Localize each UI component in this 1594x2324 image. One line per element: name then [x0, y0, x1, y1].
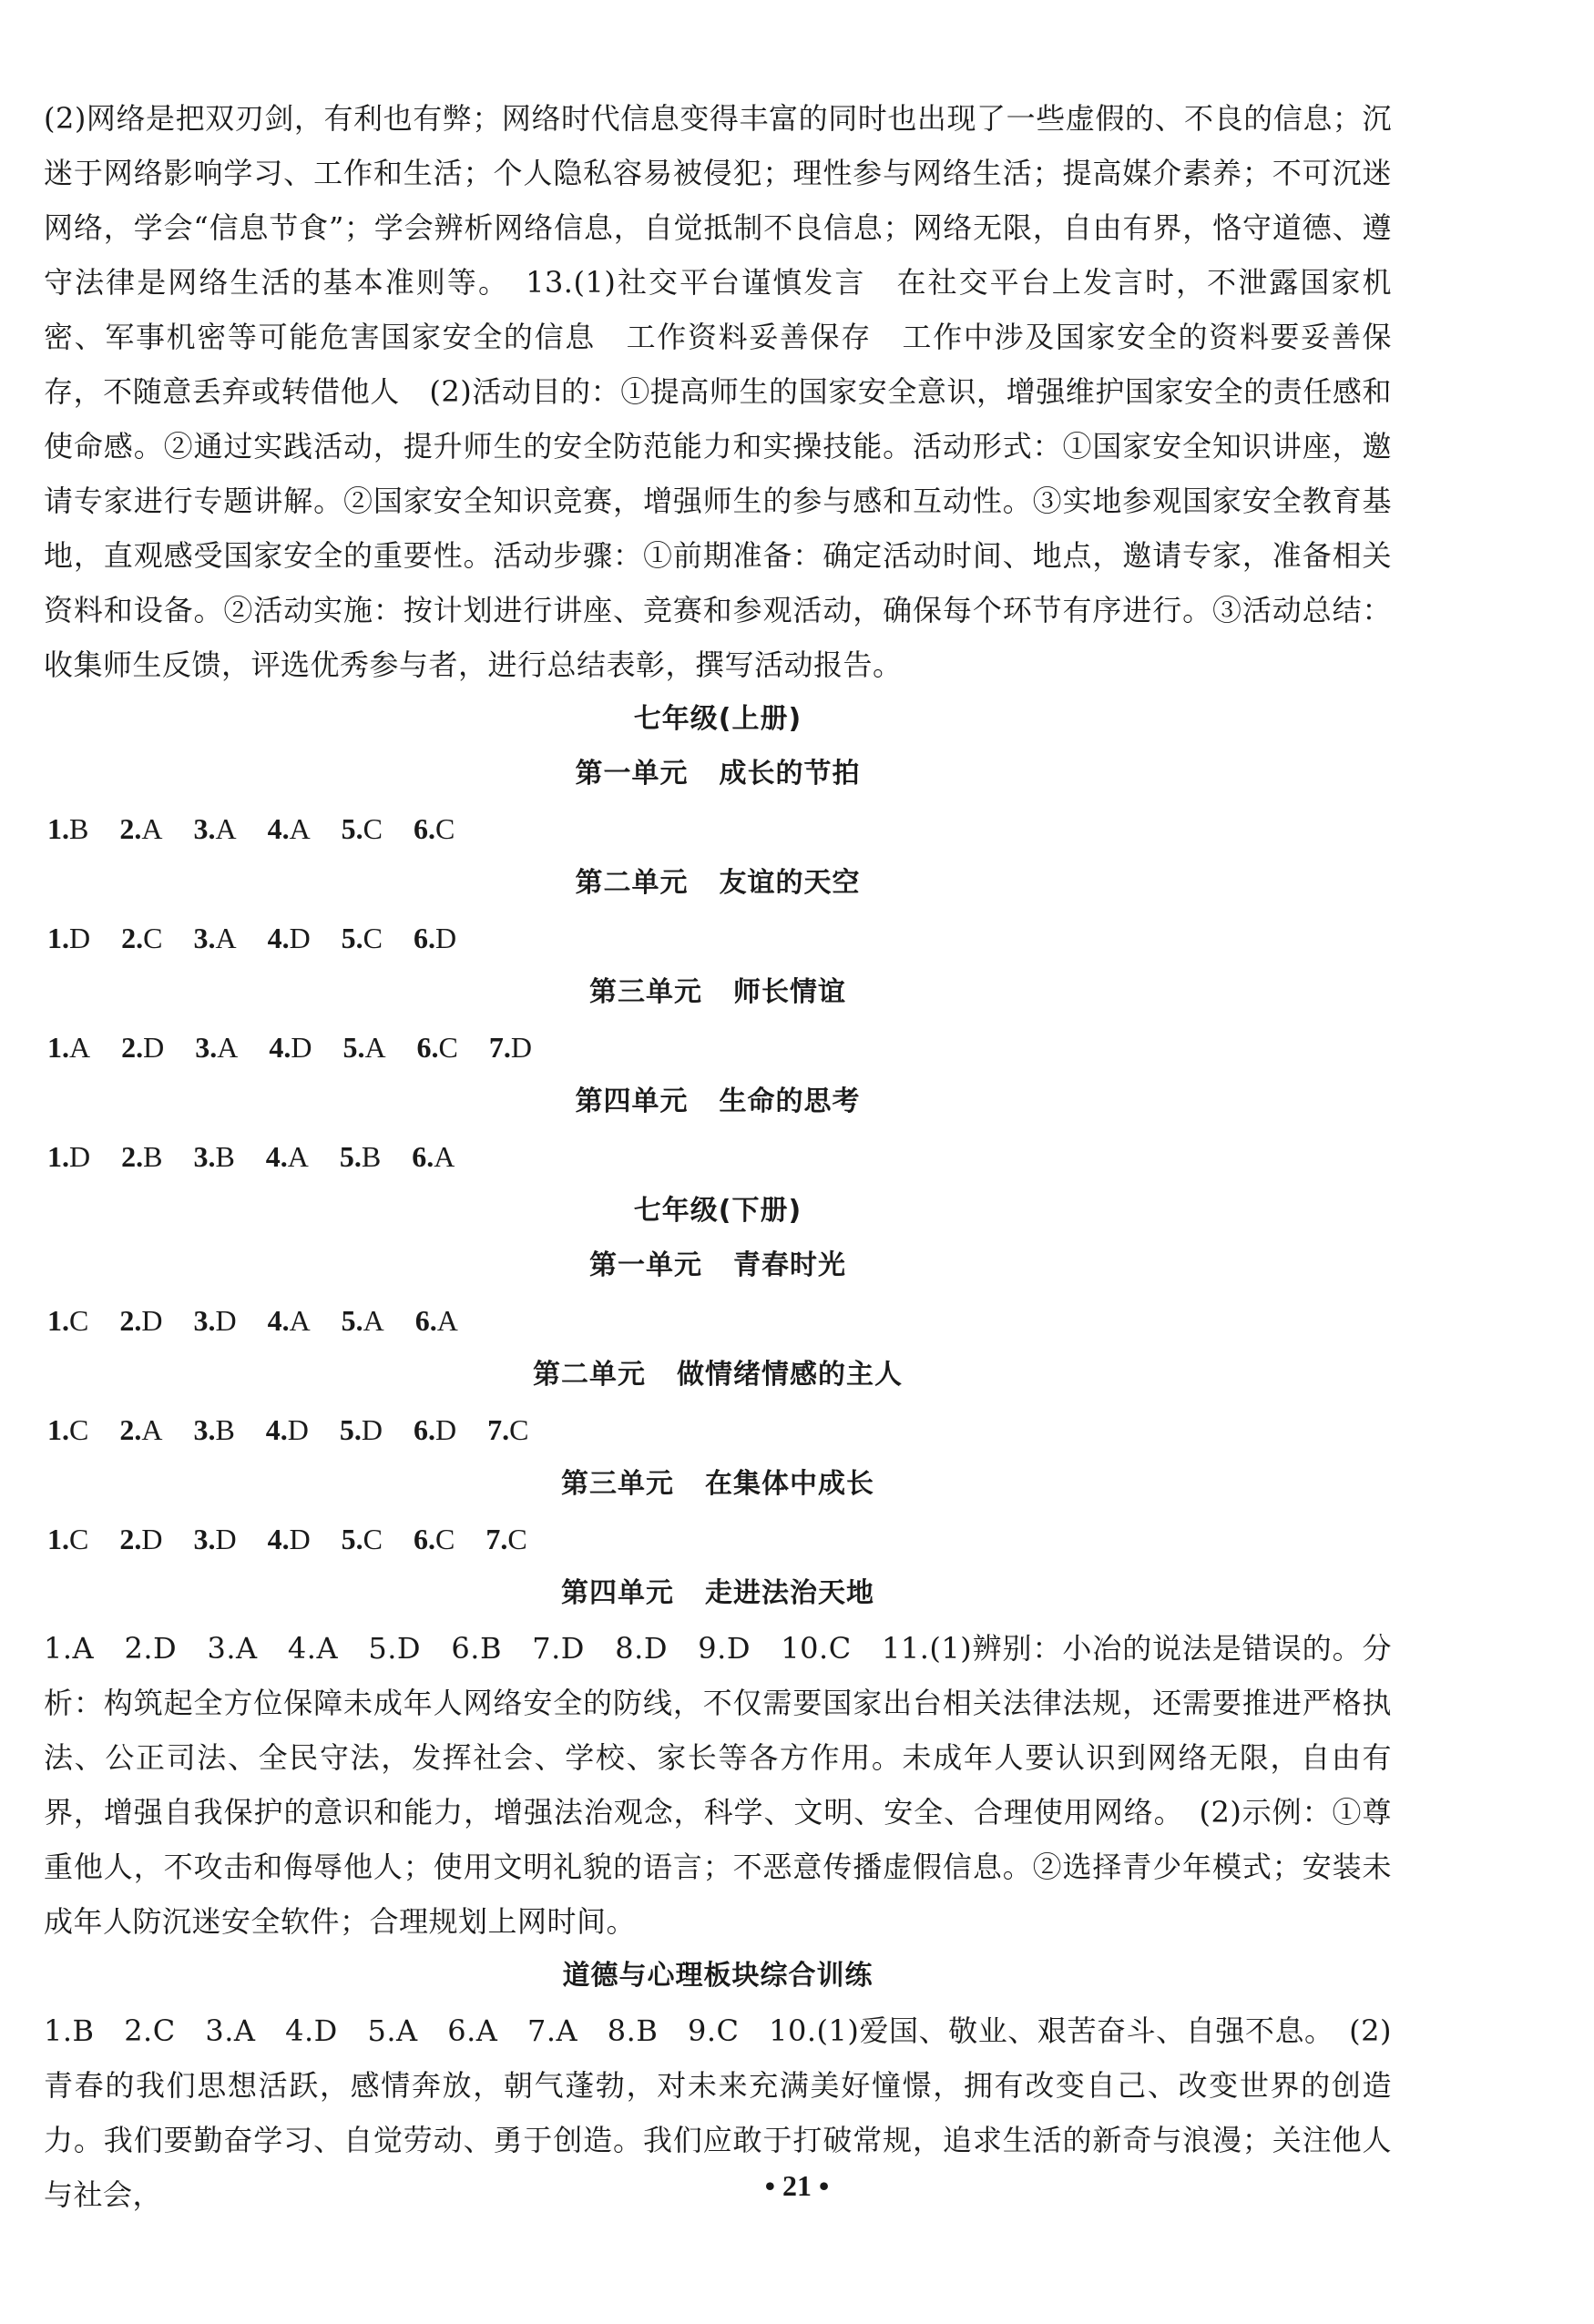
unit-heading — [44, 965, 1392, 1020]
answer-item — [121, 1020, 164, 1075]
answer-letter: A — [289, 812, 311, 845]
question-number: 7. — [487, 1413, 510, 1446]
answer-paragraph: (2)网络是把双刃剑，有利也有弊；网络时代信息变得丰富的同时也出现了一些虚假的、不良的信息；沉迷于网络影响学习、工作和生活；个人隐私容易被侵犯；理性参与网络生活；提高媒介素养；不可沉迷网络，学会“信息节食”；学会辨析网络信息，自觉抵制不良信息；网络无限，自由有界，恪守道德、遵守法律是网络生活的基本准则等。 13.(1)社交平台谨慎发言 在社交平台上发言时，不泄露国家机密、军事机密等可能危害国家安全的信息 工作资料妥善保存 工作中涉及国家安全的资料要妥善保存，不随意丢弃或转借他人 (2)活动目的：①提高师生的国家安全意识，增强维护国家安全的责任感和使命感。②通过实践活动，提升师生的安全防范能力和实操技能。活动形式：①国家安全知识讲座，邀请专家进行专题讲解。②国家安全知识竞赛，增强师生的参与感和互动性。③实地参观国家安全教育基地，直观感受国家安全的重要性。活动步骤：①前期准备：确定活动时间、地点，邀请专家，准备相关资料和设备。②活动实施：按计划进行讲座、竞赛和参观活动，确保每个环节有序进行。③活动总结：收集师生反馈，评选优秀参与者，进行总结表彰，撰写活动报告。 — [44, 101, 1392, 682]
question-number: 6. — [416, 1031, 439, 1064]
answer-item — [193, 1293, 236, 1348]
question-number: 4. — [267, 1304, 290, 1337]
page-number: • 21 • — [764, 2169, 830, 2202]
answer-row — [47, 1293, 1392, 1348]
question-number: 3. — [193, 1523, 216, 1555]
question-number: 5. — [341, 812, 363, 845]
answer-item — [47, 1402, 88, 1457]
answer-item — [121, 1129, 162, 1184]
answer-letter: D — [361, 1413, 383, 1446]
answer-item — [268, 1293, 311, 1348]
answer-row — [47, 1129, 1392, 1184]
grade-heading: 道德与心理板块综合训练 — [562, 1960, 874, 1992]
page-content — [44, 91, 1392, 2222]
answer-item — [119, 1293, 162, 1348]
answer-letter: A — [215, 812, 237, 845]
question-number: 6. — [412, 1140, 434, 1173]
question-number: 2. — [119, 1304, 142, 1337]
question-number: 6. — [414, 922, 436, 954]
question-number: 6. — [414, 1413, 436, 1446]
question-number: 6. — [414, 1304, 437, 1337]
answer-item — [269, 1020, 312, 1075]
answer-letter: B — [69, 812, 89, 845]
unit-number: 第三单元 — [561, 1468, 674, 1500]
answer-item — [47, 1129, 90, 1184]
answer-row — [47, 911, 1392, 965]
answer-letter: A — [141, 812, 163, 845]
answer-letter: C — [507, 1523, 527, 1555]
unit-heading — [44, 1238, 1392, 1293]
answer-item — [47, 1512, 88, 1566]
answer-item — [47, 801, 88, 856]
answer-item — [121, 911, 162, 965]
answer-item — [47, 911, 90, 965]
answer-item — [193, 1512, 236, 1566]
answer-letter: C — [363, 812, 383, 845]
unit-heading — [44, 1348, 1392, 1402]
answer-letter: C — [435, 1523, 455, 1555]
question-number: 1. — [47, 1413, 69, 1446]
answer-item — [193, 801, 236, 856]
answer-letter: D — [510, 1031, 532, 1064]
unit-number: 第一单元 — [589, 1249, 702, 1281]
answer-letter: D — [141, 1523, 163, 1555]
question-number: 2. — [119, 1523, 142, 1555]
question-number: 2. — [119, 1413, 142, 1446]
question-number: 6. — [414, 1523, 436, 1555]
answer-letter: A — [364, 1031, 386, 1064]
unit-heading — [44, 1457, 1392, 1512]
unit-number: 第四单元 — [575, 1086, 689, 1117]
answer-letter: D — [141, 1304, 163, 1337]
question-number: 4. — [267, 922, 290, 954]
question-number: 5. — [341, 922, 363, 954]
question-number: 1. — [47, 1523, 69, 1555]
question-number: 5. — [342, 1031, 365, 1064]
question-number: 5. — [341, 1523, 363, 1555]
question-number: 6. — [414, 812, 436, 845]
answer-letter: A — [363, 1304, 384, 1337]
question-number: 7. — [485, 1523, 508, 1555]
unit-title: 青春时光 — [733, 1249, 846, 1281]
answer-item — [342, 801, 383, 856]
answer-row — [47, 801, 1392, 856]
unit-number: 第二单元 — [533, 1359, 646, 1391]
unit-heading — [44, 1566, 1392, 1621]
answer-item — [266, 1402, 309, 1457]
unit-title: 做情绪情感的主人 — [677, 1359, 903, 1391]
answer-letter: A — [287, 1140, 309, 1173]
answer-letter: D — [69, 1140, 91, 1173]
unit-title: 成长的节拍 — [719, 758, 861, 790]
answer-letter: A — [215, 922, 237, 954]
answer-item — [414, 1402, 456, 1457]
answer-item — [193, 1402, 234, 1457]
answer-letter: C — [363, 922, 383, 954]
unit-number: 第三单元 — [589, 976, 702, 1008]
grade-heading: 七年级(上册) — [633, 703, 802, 735]
answer-letter: B — [361, 1140, 382, 1173]
unit-title: 在集体中成长 — [705, 1468, 874, 1500]
answer-letter: D — [69, 922, 91, 954]
answer-paragraph: 1.B 2.C 3.A 4.D 5.A 6.A 7.A 8.B 9.C 10.(1)爱国、敬业、艰苦奋斗、自强不息。 (2)青春的我们思想活跃，感情奔放，朝气蓬勃，对未来充满美好憧憬，拥有改变自己、改变世界的创造力。我们要勤奋学习、自觉劳动、勇于创造。我们应敢于打破常规，追求生活的新奇与浪漫；关注他人与社会， — [44, 2013, 1392, 2212]
question-number: 4. — [267, 812, 290, 845]
question-number: 1. — [47, 1140, 69, 1173]
answer-item — [268, 911, 311, 965]
question-number: 5. — [339, 1140, 362, 1173]
answer-letter: C — [363, 1523, 383, 1555]
question-number: 4. — [265, 1413, 288, 1446]
answer-letter: A — [69, 1031, 91, 1064]
answer-letter: B — [215, 1413, 235, 1446]
answer-item — [489, 1020, 532, 1075]
answer-item — [47, 1293, 88, 1348]
question-number: 3. — [195, 1031, 218, 1064]
answer-item — [412, 1129, 455, 1184]
answer-letter: D — [215, 1304, 237, 1337]
answer-item — [268, 801, 311, 856]
unit-number: 第一单元 — [575, 758, 689, 790]
answer-row — [47, 1402, 1392, 1457]
answer-item — [119, 801, 162, 856]
unit-number: 第二单元 — [575, 867, 689, 899]
answer-letter: D — [289, 1523, 311, 1555]
question-number: 2. — [121, 922, 144, 954]
question-number: 3. — [193, 812, 216, 845]
question-number: 2. — [119, 812, 142, 845]
answer-letter: C — [69, 1304, 89, 1337]
unit-heading — [44, 1075, 1392, 1129]
answer-item — [340, 1129, 381, 1184]
answer-item — [266, 1129, 309, 1184]
answer-letter: A — [141, 1413, 163, 1446]
answer-row — [47, 1020, 1392, 1075]
answer-item — [340, 1402, 383, 1457]
answer-item — [47, 1020, 90, 1075]
answer-item — [414, 911, 456, 965]
answer-item — [119, 1402, 162, 1457]
answer-item — [193, 1129, 234, 1184]
answer-letter: A — [434, 1140, 455, 1173]
answer-letter: C — [509, 1413, 529, 1446]
answer-letter: D — [289, 922, 311, 954]
unit-heading — [44, 856, 1392, 911]
answer-row — [47, 1512, 1392, 1566]
answer-letter: C — [143, 922, 163, 954]
answer-letter: A — [289, 1304, 311, 1337]
question-number: 1. — [47, 1031, 69, 1064]
answer-letter: B — [143, 1140, 163, 1173]
answer-letter: D — [215, 1523, 237, 1555]
unit-title: 走进法治天地 — [705, 1577, 874, 1609]
answer-item — [414, 1512, 455, 1566]
answer-letter: D — [435, 1413, 457, 1446]
answer-paragraph: 1.A 2.D 3.A 4.A 5.D 6.B 7.D 8.D 9.D 10.C 11.(1)辨别：小冶的说法是错误的。分析：构筑起全方位保障未成年人网络安全的防线，不仅需要国家出台相关法律法规，还需要推进严格执法、公正司法、全民守法，发挥社会、学校、家长等各方作用。未成年人要认识到网络无限，自由有界，增强自我保护的意识和能力，增强法治观念，科学、文明、安全、合理使用网络。 (2)示例：①尊重他人，不攻击和侮辱他人；使用文明礼貌的语言；不恶意传播虚假信息。②选择青少年模式；安装未成年人防沉迷安全软件；合理规划上网时间。 — [44, 1631, 1392, 1939]
answer-item — [485, 1512, 526, 1566]
answer-item — [342, 1020, 385, 1075]
question-number: 2. — [121, 1031, 144, 1064]
answer-letter: B — [215, 1140, 235, 1173]
question-number: 3. — [193, 1413, 216, 1446]
question-number: 5. — [341, 1304, 363, 1337]
answer-item — [193, 911, 236, 965]
answer-letter: C — [69, 1523, 89, 1555]
answer-item — [415, 1293, 458, 1348]
question-number: 5. — [339, 1413, 362, 1446]
answer-letter: D — [291, 1031, 312, 1064]
question-number: 3. — [193, 922, 216, 954]
question-number: 4. — [269, 1031, 291, 1064]
unit-number: 第四单元 — [561, 1577, 674, 1609]
answer-item — [119, 1512, 162, 1566]
answer-letter: A — [436, 1304, 458, 1337]
grade-heading: 七年级(下册) — [633, 1195, 802, 1227]
unit-title: 友谊的天空 — [719, 867, 861, 899]
question-number: 1. — [47, 812, 69, 845]
question-number: 4. — [267, 1523, 290, 1555]
unit-title: 生命的思考 — [719, 1086, 861, 1117]
answer-letter: D — [287, 1413, 309, 1446]
answer-letter: C — [69, 1413, 89, 1446]
answer-item — [417, 1020, 458, 1075]
answer-item — [342, 1512, 383, 1566]
unit-heading — [44, 747, 1392, 801]
answer-letter: D — [143, 1031, 165, 1064]
question-number: 1. — [47, 922, 69, 954]
question-number: 4. — [265, 1140, 288, 1173]
answer-item — [268, 1512, 311, 1566]
question-number: 3. — [193, 1304, 216, 1337]
unit-title: 师长情谊 — [733, 976, 846, 1008]
question-number: 7. — [488, 1031, 511, 1064]
question-number: 2. — [121, 1140, 144, 1173]
answer-item — [487, 1402, 528, 1457]
answer-letter: C — [435, 812, 455, 845]
question-number: 1. — [47, 1304, 69, 1337]
answer-item — [414, 801, 455, 856]
answer-letter: A — [217, 1031, 239, 1064]
answer-item — [342, 1293, 384, 1348]
answer-item — [195, 1020, 238, 1075]
question-number: 3. — [193, 1140, 216, 1173]
answer-letter: C — [438, 1031, 458, 1064]
answer-letter: D — [435, 922, 457, 954]
answer-item — [342, 911, 383, 965]
